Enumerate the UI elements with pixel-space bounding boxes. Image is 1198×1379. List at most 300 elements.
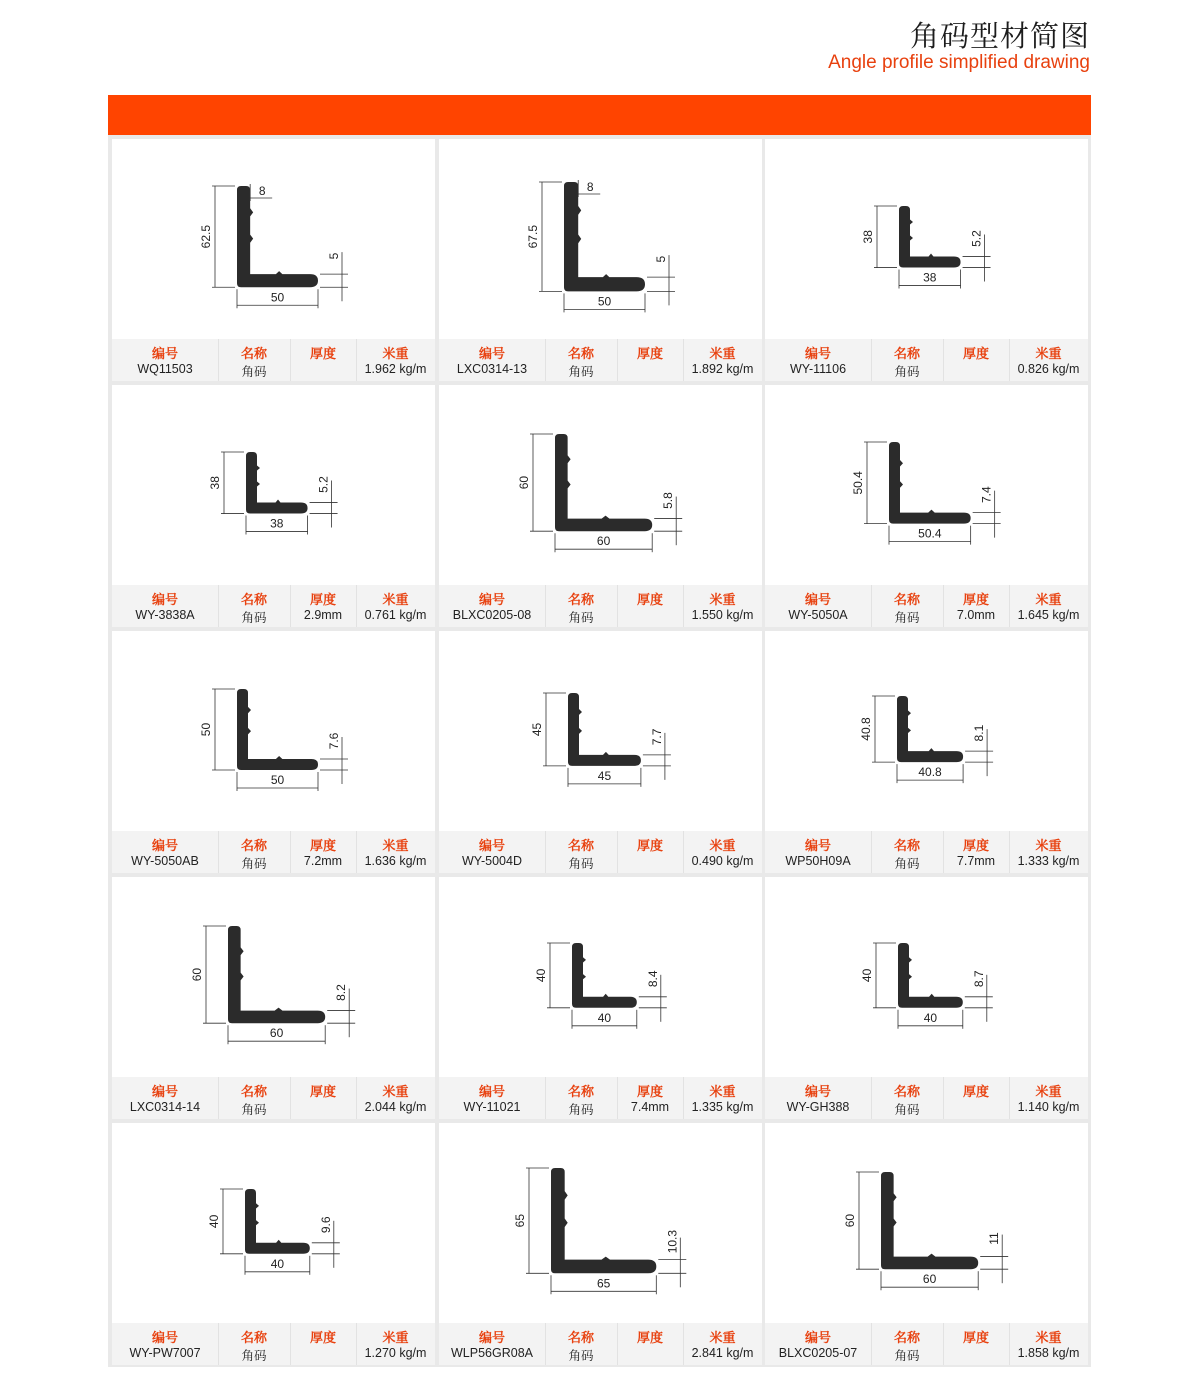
cell-divider bbox=[871, 339, 872, 381]
spec-value: WY-11021 bbox=[463, 1100, 521, 1114]
spec-label: 名称 bbox=[893, 839, 920, 854]
spec-cell-name bbox=[871, 585, 943, 627]
cell-divider bbox=[871, 1077, 872, 1119]
spec-cell-weight bbox=[356, 1077, 435, 1119]
spec-value: WY-5050A bbox=[788, 608, 848, 622]
profile-grid bbox=[108, 135, 1091, 1367]
spec-cell-name bbox=[218, 1323, 290, 1365]
width-dimension: 60 bbox=[596, 534, 611, 549]
spec-cell-name bbox=[545, 1077, 617, 1119]
spec-label: 编号 bbox=[478, 839, 505, 854]
spec-cell-code bbox=[439, 1323, 545, 1365]
foot-dimension: 8.7 bbox=[971, 970, 986, 988]
width-dimension: 50 bbox=[270, 773, 285, 787]
spec-table bbox=[765, 1323, 1088, 1365]
spec-cell-thickness bbox=[617, 585, 683, 627]
spec-value: 1.270 kg/m bbox=[364, 1346, 427, 1360]
foot-dimension: 5 bbox=[654, 255, 668, 263]
foot-dimension: 5.2 bbox=[969, 230, 984, 247]
cell-divider bbox=[290, 1077, 291, 1119]
width-dimension: 40 bbox=[923, 1010, 938, 1025]
spec-value: 角码 bbox=[241, 1349, 267, 1363]
spec-value: 1.335 kg/m bbox=[691, 1100, 754, 1114]
profile-drawing bbox=[765, 385, 1088, 585]
spec-cell-thickness bbox=[943, 831, 1009, 873]
spec-cell-weight bbox=[356, 585, 435, 627]
spec-label: 编号 bbox=[804, 593, 831, 608]
profile-shape bbox=[237, 186, 318, 287]
profile-shape bbox=[564, 182, 645, 291]
spec-cell-code bbox=[765, 1077, 871, 1119]
spec-cell-code bbox=[765, 831, 871, 873]
foot-dimension: 5.2 bbox=[316, 476, 331, 493]
profile-shape bbox=[228, 926, 325, 1023]
spec-label: 编号 bbox=[804, 1331, 831, 1346]
foot-dimension: 7.7 bbox=[649, 728, 664, 746]
spec-table bbox=[112, 1077, 435, 1119]
cell-divider bbox=[356, 1077, 357, 1119]
spec-label: 米重 bbox=[382, 1331, 409, 1346]
spec-label: 厚度 bbox=[962, 1331, 989, 1346]
width-dimension: 50 bbox=[270, 290, 285, 305]
profile-drawing bbox=[439, 631, 762, 831]
spec-label: 编号 bbox=[478, 1331, 505, 1346]
spec-label: 编号 bbox=[151, 839, 178, 854]
spec-label: 米重 bbox=[382, 593, 409, 608]
spec-table bbox=[439, 585, 762, 627]
foot-dimension: 5 bbox=[327, 252, 341, 260]
cell-divider bbox=[290, 1323, 291, 1365]
profile-drawing bbox=[112, 631, 435, 831]
profile-card bbox=[765, 139, 1088, 381]
spec-cell-weight bbox=[356, 339, 435, 381]
spec-label: 编号 bbox=[151, 1085, 178, 1100]
spec-label: 厚度 bbox=[309, 839, 336, 854]
width-dimension: 45 bbox=[597, 768, 612, 783]
profile-drawing bbox=[765, 139, 1088, 339]
cell-divider bbox=[871, 831, 872, 873]
spec-cell-code bbox=[112, 1323, 218, 1365]
spec-label: 米重 bbox=[1035, 593, 1062, 608]
foot-dimension: 7.4 bbox=[979, 486, 994, 503]
width-dimension: 60 bbox=[922, 1272, 937, 1287]
cell-divider bbox=[290, 585, 291, 627]
profile-card bbox=[765, 1123, 1088, 1365]
cell-divider bbox=[1009, 1323, 1010, 1365]
spec-label: 名称 bbox=[567, 593, 594, 608]
spec-label: 米重 bbox=[709, 839, 736, 854]
spec-label: 名称 bbox=[567, 1085, 594, 1100]
cell-divider bbox=[290, 831, 291, 873]
spec-value: 角码 bbox=[241, 611, 267, 625]
spec-cell-name bbox=[218, 1077, 290, 1119]
spec-label: 编号 bbox=[151, 593, 178, 608]
height-dimension: 65 bbox=[513, 1213, 527, 1228]
spec-cell-thickness bbox=[617, 339, 683, 381]
spec-label: 厚度 bbox=[309, 347, 336, 362]
spec-cell-name bbox=[871, 831, 943, 873]
spec-cell-code bbox=[439, 585, 545, 627]
spec-table bbox=[765, 1077, 1088, 1119]
height-dimension: 38 bbox=[208, 476, 222, 490]
spec-cell-name bbox=[871, 1323, 943, 1365]
foot-dimension: 11 bbox=[987, 1232, 1002, 1245]
spec-value: 角码 bbox=[241, 365, 267, 379]
spec-value: 7.7mm bbox=[956, 854, 996, 868]
cell-divider bbox=[1009, 1077, 1010, 1119]
spec-label: 米重 bbox=[1035, 1085, 1062, 1100]
page-subtitle: Angle profile simplified drawing bbox=[828, 52, 1090, 73]
cell-divider bbox=[218, 831, 219, 873]
spec-value: 1.892 kg/m bbox=[691, 362, 754, 376]
spec-cell-name bbox=[218, 831, 290, 873]
profile-card bbox=[439, 631, 762, 873]
profile-card bbox=[112, 139, 435, 381]
spec-table bbox=[439, 339, 762, 381]
cell-divider bbox=[356, 585, 357, 627]
height-dimension: 40.8 bbox=[859, 717, 873, 741]
spec-label: 厚度 bbox=[962, 839, 989, 854]
spec-cell-weight bbox=[356, 831, 435, 873]
spec-label: 厚度 bbox=[636, 1085, 663, 1100]
spec-value: 1.636 kg/m bbox=[364, 854, 427, 868]
spec-cell-code bbox=[439, 339, 545, 381]
width-dimension: 50 bbox=[597, 294, 612, 309]
height-dimension: 40 bbox=[534, 968, 548, 983]
profile-card bbox=[439, 877, 762, 1119]
foot-dimension: 8.4 bbox=[645, 970, 660, 988]
spec-label: 名称 bbox=[240, 1331, 267, 1346]
width-dimension: 38 bbox=[270, 516, 284, 531]
spec-value: 角码 bbox=[894, 857, 920, 871]
spec-label: 厚度 bbox=[309, 593, 336, 608]
spec-table bbox=[765, 831, 1088, 873]
profile-shape bbox=[572, 943, 637, 1008]
wall-dimension: 8 bbox=[586, 180, 594, 194]
spec-value: 7.2mm bbox=[303, 854, 343, 868]
profile-drawing bbox=[439, 139, 762, 339]
cell-divider bbox=[545, 1077, 546, 1119]
spec-value: WY-PW7007 bbox=[129, 1346, 201, 1360]
spec-value: BLXC0205-08 bbox=[452, 608, 532, 622]
profile-drawing bbox=[765, 877, 1088, 1077]
spec-value: WQ11503 bbox=[137, 362, 193, 376]
cell-divider bbox=[545, 339, 546, 381]
spec-cell-thickness bbox=[290, 1077, 356, 1119]
page-title: 角码型材简图 bbox=[909, 19, 1090, 53]
spec-value: 角码 bbox=[568, 1349, 594, 1363]
spec-label: 名称 bbox=[893, 593, 920, 608]
foot-dimension: 9.6 bbox=[318, 1216, 333, 1234]
height-dimension: 60 bbox=[517, 475, 531, 490]
spec-label: 名称 bbox=[240, 347, 267, 362]
spec-table bbox=[112, 831, 435, 873]
spec-cell-weight bbox=[683, 585, 762, 627]
width-dimension: 40.8 bbox=[918, 765, 942, 780]
spec-value: 1.333 kg/m bbox=[1017, 854, 1080, 868]
spec-value: 1.645 kg/m bbox=[1017, 608, 1080, 622]
spec-cell-thickness bbox=[290, 585, 356, 627]
spec-value: LXC0314-14 bbox=[129, 1100, 201, 1114]
profile-shape bbox=[245, 1189, 310, 1254]
cell-divider bbox=[617, 339, 618, 381]
spec-value: 7.4mm bbox=[630, 1100, 670, 1114]
spec-label: 编号 bbox=[151, 1331, 178, 1346]
spec-label: 编号 bbox=[478, 347, 505, 362]
width-dimension: 38 bbox=[923, 270, 937, 285]
spec-label: 厚度 bbox=[636, 1331, 663, 1346]
profile-shape bbox=[568, 693, 641, 766]
cell-divider bbox=[943, 1323, 944, 1365]
spec-cell-thickness bbox=[617, 831, 683, 873]
spec-value: 角码 bbox=[894, 611, 920, 625]
spec-cell-weight bbox=[356, 1323, 435, 1365]
height-dimension: 62.5 bbox=[199, 224, 213, 249]
spec-table bbox=[112, 1323, 435, 1365]
profile-shape bbox=[237, 689, 318, 770]
spec-value: 7.0mm bbox=[956, 608, 996, 622]
spec-label: 名称 bbox=[567, 839, 594, 854]
spec-cell-weight bbox=[683, 1323, 762, 1365]
spec-cell-code bbox=[112, 831, 218, 873]
spec-value: 角码 bbox=[568, 365, 594, 379]
profile-drawing bbox=[112, 139, 435, 339]
cell-divider bbox=[617, 1323, 618, 1365]
spec-cell-name bbox=[545, 1323, 617, 1365]
spec-label: 编号 bbox=[478, 593, 505, 608]
spec-cell-code bbox=[112, 1077, 218, 1119]
height-dimension: 45 bbox=[530, 722, 544, 737]
spec-cell-code bbox=[765, 585, 871, 627]
spec-label: 名称 bbox=[893, 347, 920, 362]
spec-cell-weight bbox=[683, 831, 762, 873]
foot-dimension: 10.3 bbox=[665, 1229, 680, 1254]
spec-value: WY-5004D bbox=[462, 854, 522, 868]
height-dimension: 38 bbox=[861, 230, 875, 244]
spec-cell-code bbox=[439, 831, 545, 873]
cell-divider bbox=[871, 1323, 872, 1365]
spec-label: 米重 bbox=[1035, 1331, 1062, 1346]
height-dimension: 50 bbox=[199, 722, 213, 737]
cell-divider bbox=[545, 831, 546, 873]
cell-divider bbox=[218, 339, 219, 381]
cell-divider bbox=[683, 1323, 684, 1365]
cell-divider bbox=[1009, 339, 1010, 381]
profile-card bbox=[112, 385, 435, 627]
spec-value: 1.140 kg/m bbox=[1017, 1100, 1080, 1114]
spec-value: 2.841 kg/m bbox=[691, 1346, 754, 1360]
profile-shape bbox=[246, 452, 308, 514]
spec-label: 名称 bbox=[240, 593, 267, 608]
spec-label: 名称 bbox=[567, 1331, 594, 1346]
spec-cell-code bbox=[112, 339, 218, 381]
spec-value: 2.044 kg/m bbox=[364, 1100, 427, 1114]
spec-value: BLXC0205-07 bbox=[778, 1346, 858, 1360]
cell-divider bbox=[1009, 831, 1010, 873]
cell-divider bbox=[218, 1323, 219, 1365]
width-dimension: 60 bbox=[269, 1026, 284, 1041]
spec-value: WP50H09A bbox=[785, 854, 851, 868]
spec-value: WY-GH388 bbox=[786, 1100, 850, 1114]
profile-card bbox=[112, 1123, 435, 1365]
foot-dimension: 8.2 bbox=[334, 984, 349, 1001]
spec-label: 厚度 bbox=[309, 1085, 336, 1100]
spec-value: 角码 bbox=[568, 1103, 594, 1117]
cell-divider bbox=[218, 585, 219, 627]
spec-cell-thickness bbox=[617, 1077, 683, 1119]
cell-divider bbox=[290, 339, 291, 381]
spec-cell-thickness bbox=[943, 1077, 1009, 1119]
profile-shape bbox=[897, 696, 963, 762]
height-dimension: 40 bbox=[860, 968, 874, 983]
profile-drawing bbox=[765, 631, 1088, 831]
spec-value: 角码 bbox=[894, 365, 920, 379]
spec-label: 名称 bbox=[893, 1085, 920, 1100]
cell-divider bbox=[356, 339, 357, 381]
cell-divider bbox=[545, 1323, 546, 1365]
spec-value: 角码 bbox=[568, 857, 594, 871]
cell-divider bbox=[683, 1077, 684, 1119]
spec-cell-thickness bbox=[943, 585, 1009, 627]
spec-cell-thickness bbox=[290, 1323, 356, 1365]
spec-label: 编号 bbox=[804, 1085, 831, 1100]
spec-cell-weight bbox=[1009, 339, 1088, 381]
profile-shape bbox=[551, 1168, 656, 1273]
height-dimension: 50.4 bbox=[851, 471, 865, 495]
wall-dimension: 8 bbox=[258, 184, 266, 198]
spec-label: 厚度 bbox=[309, 1331, 336, 1346]
profile-shape bbox=[898, 943, 963, 1008]
spec-cell-name bbox=[545, 831, 617, 873]
profile-card bbox=[439, 385, 762, 627]
spec-label: 米重 bbox=[709, 1331, 736, 1346]
spec-label: 米重 bbox=[382, 1085, 409, 1100]
spec-label: 米重 bbox=[709, 347, 736, 362]
spec-value: 1.962 kg/m bbox=[364, 362, 427, 376]
spec-label: 编号 bbox=[478, 1085, 505, 1100]
cell-divider bbox=[1009, 585, 1010, 627]
profile-card bbox=[112, 631, 435, 873]
profile-shape bbox=[881, 1172, 978, 1269]
spec-value: 角码 bbox=[241, 1103, 267, 1117]
cell-divider bbox=[943, 585, 944, 627]
spec-value: WY-5050AB bbox=[131, 854, 199, 868]
profile-drawing bbox=[439, 877, 762, 1077]
cell-divider bbox=[218, 1077, 219, 1119]
height-dimension: 67.5 bbox=[526, 224, 540, 249]
spec-label: 米重 bbox=[709, 1085, 736, 1100]
spec-cell-thickness bbox=[943, 339, 1009, 381]
profile-card bbox=[439, 139, 762, 381]
spec-table bbox=[439, 831, 762, 873]
spec-cell-thickness bbox=[617, 1323, 683, 1365]
spec-cell-weight bbox=[1009, 831, 1088, 873]
profile-card bbox=[765, 631, 1088, 873]
profile-card bbox=[765, 877, 1088, 1119]
header-bar bbox=[108, 95, 1091, 135]
spec-cell-weight bbox=[1009, 585, 1088, 627]
profile-shape bbox=[889, 442, 971, 524]
spec-cell-code bbox=[112, 585, 218, 627]
profile-drawing bbox=[112, 385, 435, 585]
spec-label: 米重 bbox=[1035, 347, 1062, 362]
spec-value: 角码 bbox=[241, 857, 267, 871]
foot-dimension: 7.6 bbox=[327, 732, 341, 750]
spec-label: 厚度 bbox=[962, 347, 989, 362]
cell-divider bbox=[683, 339, 684, 381]
spec-cell-code bbox=[439, 1077, 545, 1119]
foot-dimension: 5.8 bbox=[661, 492, 676, 509]
cell-divider bbox=[943, 339, 944, 381]
cell-divider bbox=[617, 1077, 618, 1119]
spec-table bbox=[439, 1323, 762, 1365]
spec-label: 厚度 bbox=[962, 1085, 989, 1100]
spec-cell-weight bbox=[683, 1077, 762, 1119]
spec-cell-name bbox=[218, 585, 290, 627]
spec-value: 角码 bbox=[894, 1349, 920, 1363]
spec-label: 名称 bbox=[567, 347, 594, 362]
profile-drawing bbox=[112, 1123, 435, 1323]
spec-label: 编号 bbox=[804, 839, 831, 854]
cell-divider bbox=[943, 831, 944, 873]
spec-cell-code bbox=[765, 1323, 871, 1365]
foot-dimension: 8.1 bbox=[972, 724, 987, 742]
cell-divider bbox=[617, 585, 618, 627]
profile-card bbox=[765, 385, 1088, 627]
spec-cell-name bbox=[218, 339, 290, 381]
profile-card bbox=[439, 1123, 762, 1365]
spec-cell-weight bbox=[1009, 1323, 1088, 1365]
spec-cell-weight bbox=[1009, 1077, 1088, 1119]
spec-cell-thickness bbox=[290, 339, 356, 381]
spec-value: WY-3838A bbox=[135, 608, 195, 622]
cell-divider bbox=[871, 585, 872, 627]
cell-divider bbox=[617, 831, 618, 873]
spec-value: WY-11106 bbox=[789, 362, 847, 376]
width-dimension: 50.4 bbox=[918, 526, 942, 541]
spec-value: 1.858 kg/m bbox=[1017, 1346, 1080, 1360]
profile-shape bbox=[899, 206, 961, 268]
spec-label: 米重 bbox=[709, 593, 736, 608]
spec-label: 厚度 bbox=[636, 593, 663, 608]
spec-label: 厚度 bbox=[636, 347, 663, 362]
width-dimension: 40 bbox=[270, 1256, 285, 1271]
cell-divider bbox=[545, 585, 546, 627]
profile-drawing bbox=[439, 1123, 762, 1323]
spec-cell-code bbox=[765, 339, 871, 381]
cell-divider bbox=[683, 585, 684, 627]
profile-drawing bbox=[112, 877, 435, 1077]
spec-value: WLP56GR08A bbox=[451, 1346, 533, 1360]
spec-table bbox=[439, 1077, 762, 1119]
spec-table bbox=[112, 585, 435, 627]
spec-cell-thickness bbox=[943, 1323, 1009, 1365]
spec-cell-name bbox=[545, 585, 617, 627]
spec-cell-name bbox=[871, 339, 943, 381]
spec-label: 厚度 bbox=[636, 839, 663, 854]
spec-cell-weight bbox=[683, 339, 762, 381]
spec-value: LXC0314-13 bbox=[456, 362, 528, 376]
spec-cell-name bbox=[871, 1077, 943, 1119]
height-dimension: 40 bbox=[207, 1214, 221, 1229]
profile-drawing bbox=[439, 385, 762, 585]
spec-label: 厚度 bbox=[962, 593, 989, 608]
width-dimension: 40 bbox=[597, 1010, 612, 1025]
spec-table bbox=[112, 339, 435, 381]
profile-drawing bbox=[765, 1123, 1088, 1323]
spec-value: 0.490 kg/m bbox=[691, 854, 754, 868]
spec-value: 2.9mm bbox=[303, 608, 343, 622]
